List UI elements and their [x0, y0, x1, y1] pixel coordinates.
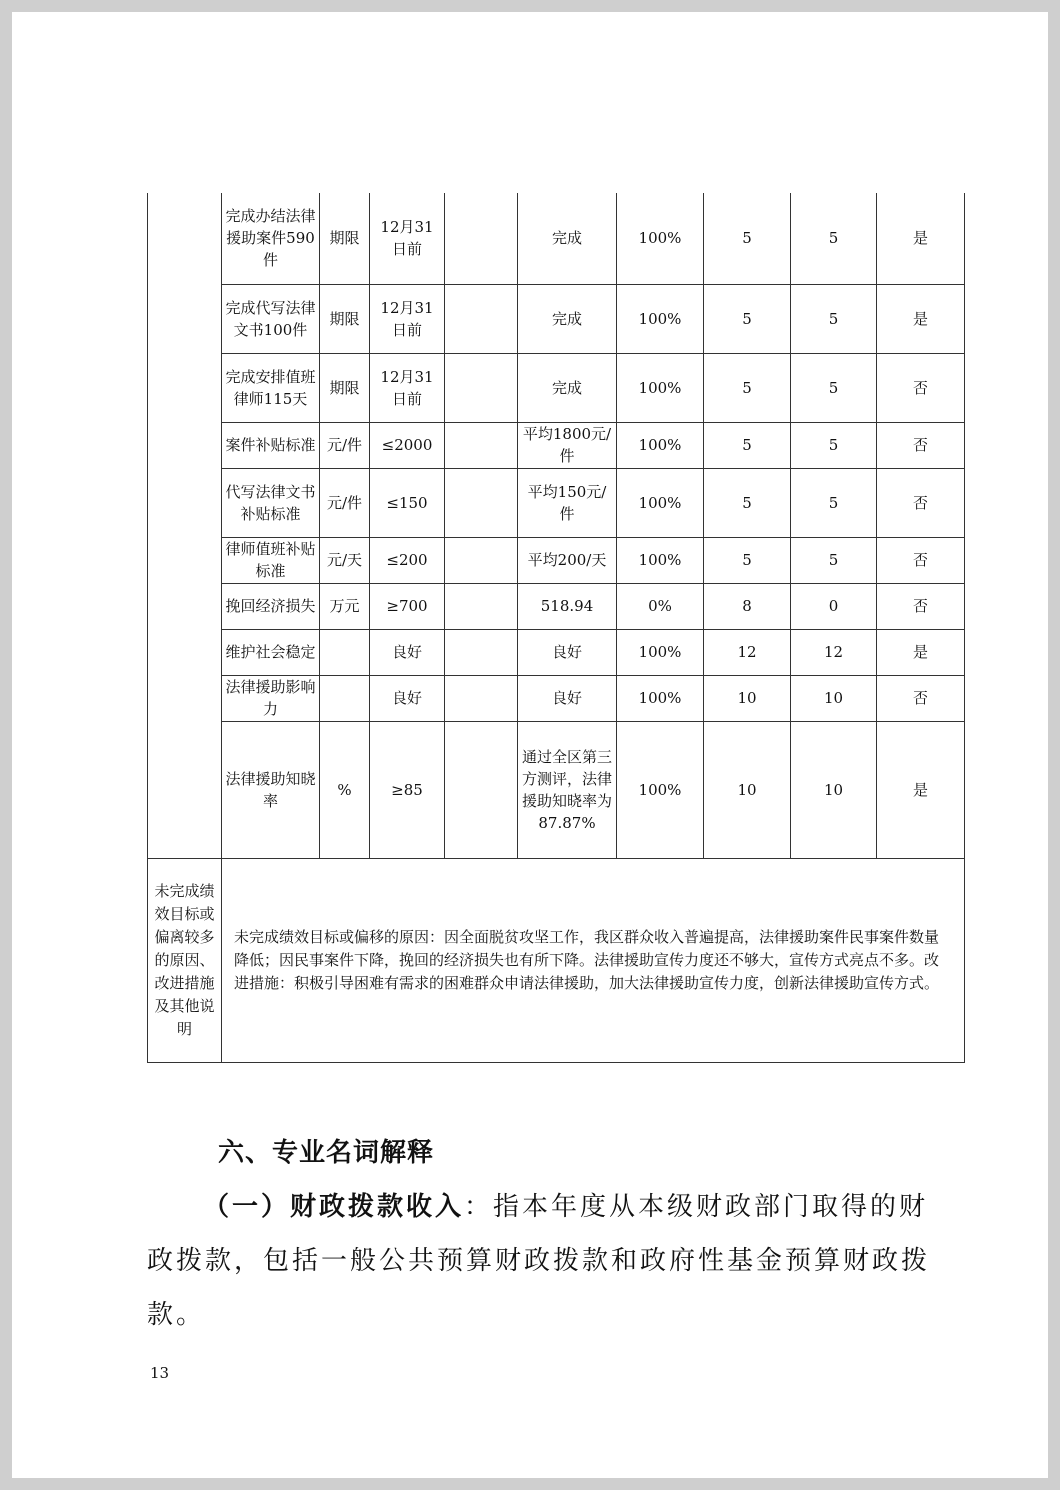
indicator-actual: 良好 — [518, 629, 617, 675]
completion-rate: 100% — [617, 721, 704, 858]
blank-cell — [445, 629, 518, 675]
completion-rate: 100% — [617, 675, 704, 721]
page-number: 13 — [150, 1364, 170, 1382]
indicator-actual: 完成 — [518, 284, 617, 353]
weight-score: 8 — [704, 583, 791, 629]
flag-cell: 否 — [877, 422, 965, 468]
indicator-unit — [320, 675, 370, 721]
indicator-name: 完成代写法律文书100件 — [222, 284, 320, 353]
table-row — [148, 583, 965, 629]
indicator-unit: 元/件 — [320, 468, 370, 537]
indicator-actual: 平均1800元/件 — [518, 422, 617, 468]
document-page — [12, 12, 1048, 1478]
table-row — [148, 193, 965, 284]
indicator-target: 12月31日前 — [370, 284, 445, 353]
indicator-name: 案件补贴标准 — [222, 422, 320, 468]
actual-score: 0 — [791, 583, 877, 629]
indicator-unit: 期限 — [320, 193, 370, 284]
definition-text: ：指本年度从本级财政部门取得的财政拨款，包括一般公共预算财政拨款和政府性基金预算财政拨款。 — [147, 1192, 931, 1330]
table-body — [148, 193, 965, 1062]
weight-score: 5 — [704, 193, 791, 284]
indicator-target: ≤200 — [370, 537, 445, 583]
table-row — [148, 284, 965, 353]
indicator-actual: 良好 — [518, 675, 617, 721]
flag-cell: 否 — [877, 468, 965, 537]
actual-score: 5 — [791, 468, 877, 537]
flag-cell: 否 — [877, 353, 965, 422]
completion-rate: 100% — [617, 284, 704, 353]
indicator-unit: 元/件 — [320, 422, 370, 468]
flag-cell: 是 — [877, 193, 965, 284]
actual-score: 5 — [791, 353, 877, 422]
indicator-target: ≥85 — [370, 721, 445, 858]
weight-score: 12 — [704, 629, 791, 675]
weight-score: 5 — [704, 537, 791, 583]
blank-cell — [445, 721, 518, 858]
indicator-unit — [320, 629, 370, 675]
blank-cell — [445, 193, 518, 284]
indicator-name: 挽回经济损失 — [222, 583, 320, 629]
weight-score: 10 — [704, 675, 791, 721]
indicator-target: 12月31日前 — [370, 353, 445, 422]
section-heading: 六、专业名词解释 — [218, 1138, 435, 1168]
actual-score: 10 — [791, 721, 877, 858]
table-row — [148, 675, 965, 721]
indicator-actual: 完成 — [518, 353, 617, 422]
actual-score: 5 — [791, 284, 877, 353]
actual-score: 5 — [791, 537, 877, 583]
indicator-unit: 期限 — [320, 284, 370, 353]
indicator-name: 维护社会稳定 — [222, 629, 320, 675]
completion-rate: 100% — [617, 629, 704, 675]
blank-cell — [445, 675, 518, 721]
actual-score: 5 — [791, 193, 877, 284]
completion-rate: 100% — [617, 537, 704, 583]
weight-score: 10 — [704, 721, 791, 858]
completion-rate: 0% — [617, 583, 704, 629]
indicator-target: ≤150 — [370, 468, 445, 537]
actual-score: 5 — [791, 422, 877, 468]
definition-term: （一）财政拨款收入 — [203, 1192, 465, 1222]
table-row — [148, 422, 965, 468]
note-label: 未完成绩效目标或偏离较多的原因、改进措施及其他说明 — [148, 858, 222, 1062]
indicator-unit: 期限 — [320, 353, 370, 422]
table-row — [148, 468, 965, 537]
flag-cell: 是 — [877, 629, 965, 675]
flag-cell: 否 — [877, 675, 965, 721]
indicator-actual: 平均150元/件 — [518, 468, 617, 537]
blank-cell — [445, 537, 518, 583]
completion-rate: 100% — [617, 193, 704, 284]
indicator-name: 律师值班补贴标准 — [222, 537, 320, 583]
completion-rate: 100% — [617, 353, 704, 422]
indicator-actual: 平均200/天 — [518, 537, 617, 583]
note-row — [148, 858, 965, 1062]
blank-cell — [445, 468, 518, 537]
indicator-name: 完成办结法律援助案件590件 — [222, 193, 320, 284]
indicator-name: 法律援助影响力 — [222, 675, 320, 721]
indicator-unit: % — [320, 721, 370, 858]
definition-paragraph — [147, 1180, 947, 1342]
table-row — [148, 629, 965, 675]
completion-rate: 100% — [617, 422, 704, 468]
blank-cell — [445, 284, 518, 353]
weight-score: 5 — [704, 284, 791, 353]
blank-cell — [445, 583, 518, 629]
weight-score: 5 — [704, 468, 791, 537]
indicator-target: ≥700 — [370, 583, 445, 629]
weight-score: 5 — [704, 422, 791, 468]
merged-left-cell — [148, 193, 222, 858]
table-row — [148, 353, 965, 422]
indicator-unit: 万元 — [320, 583, 370, 629]
note-text: 未完成绩效目标或偏移的原因：因全面脱贫攻坚工作，我区群众收入普遍提高，法律援助案件民事案件数量降低；因民事案件下降，挽回的经济损失也有所下降。法律援助宣传力度还不够大，宣传方式亮点不多。改进措施：积极引导困难有需求的困难群众申请法律援助，加大法律援助宣传力度，创新法律援助宣传方式。 — [222, 858, 965, 1062]
blank-cell — [445, 353, 518, 422]
indicator-target: ≤2000 — [370, 422, 445, 468]
indicator-target: 良好 — [370, 629, 445, 675]
indicator-unit: 元/天 — [320, 537, 370, 583]
indicator-target: 12月31日前 — [370, 193, 445, 284]
actual-score: 12 — [791, 629, 877, 675]
performance-table — [147, 193, 965, 1063]
indicator-name: 完成安排值班律师115天 — [222, 353, 320, 422]
flag-cell: 否 — [877, 537, 965, 583]
indicator-actual: 518.94 — [518, 583, 617, 629]
table-row — [148, 537, 965, 583]
flag-cell: 是 — [877, 284, 965, 353]
indicator-target: 良好 — [370, 675, 445, 721]
indicator-name: 法律援助知晓率 — [222, 721, 320, 858]
flag-cell: 否 — [877, 583, 965, 629]
actual-score: 10 — [791, 675, 877, 721]
weight-score: 5 — [704, 353, 791, 422]
indicator-actual: 通过全区第三方测评，法律援助知晓率为87.87% — [518, 721, 617, 858]
table-row — [148, 721, 965, 858]
blank-cell — [445, 422, 518, 468]
completion-rate: 100% — [617, 468, 704, 537]
indicator-actual: 完成 — [518, 193, 617, 284]
flag-cell: 是 — [877, 721, 965, 858]
indicator-name: 代写法律文书补贴标准 — [222, 468, 320, 537]
